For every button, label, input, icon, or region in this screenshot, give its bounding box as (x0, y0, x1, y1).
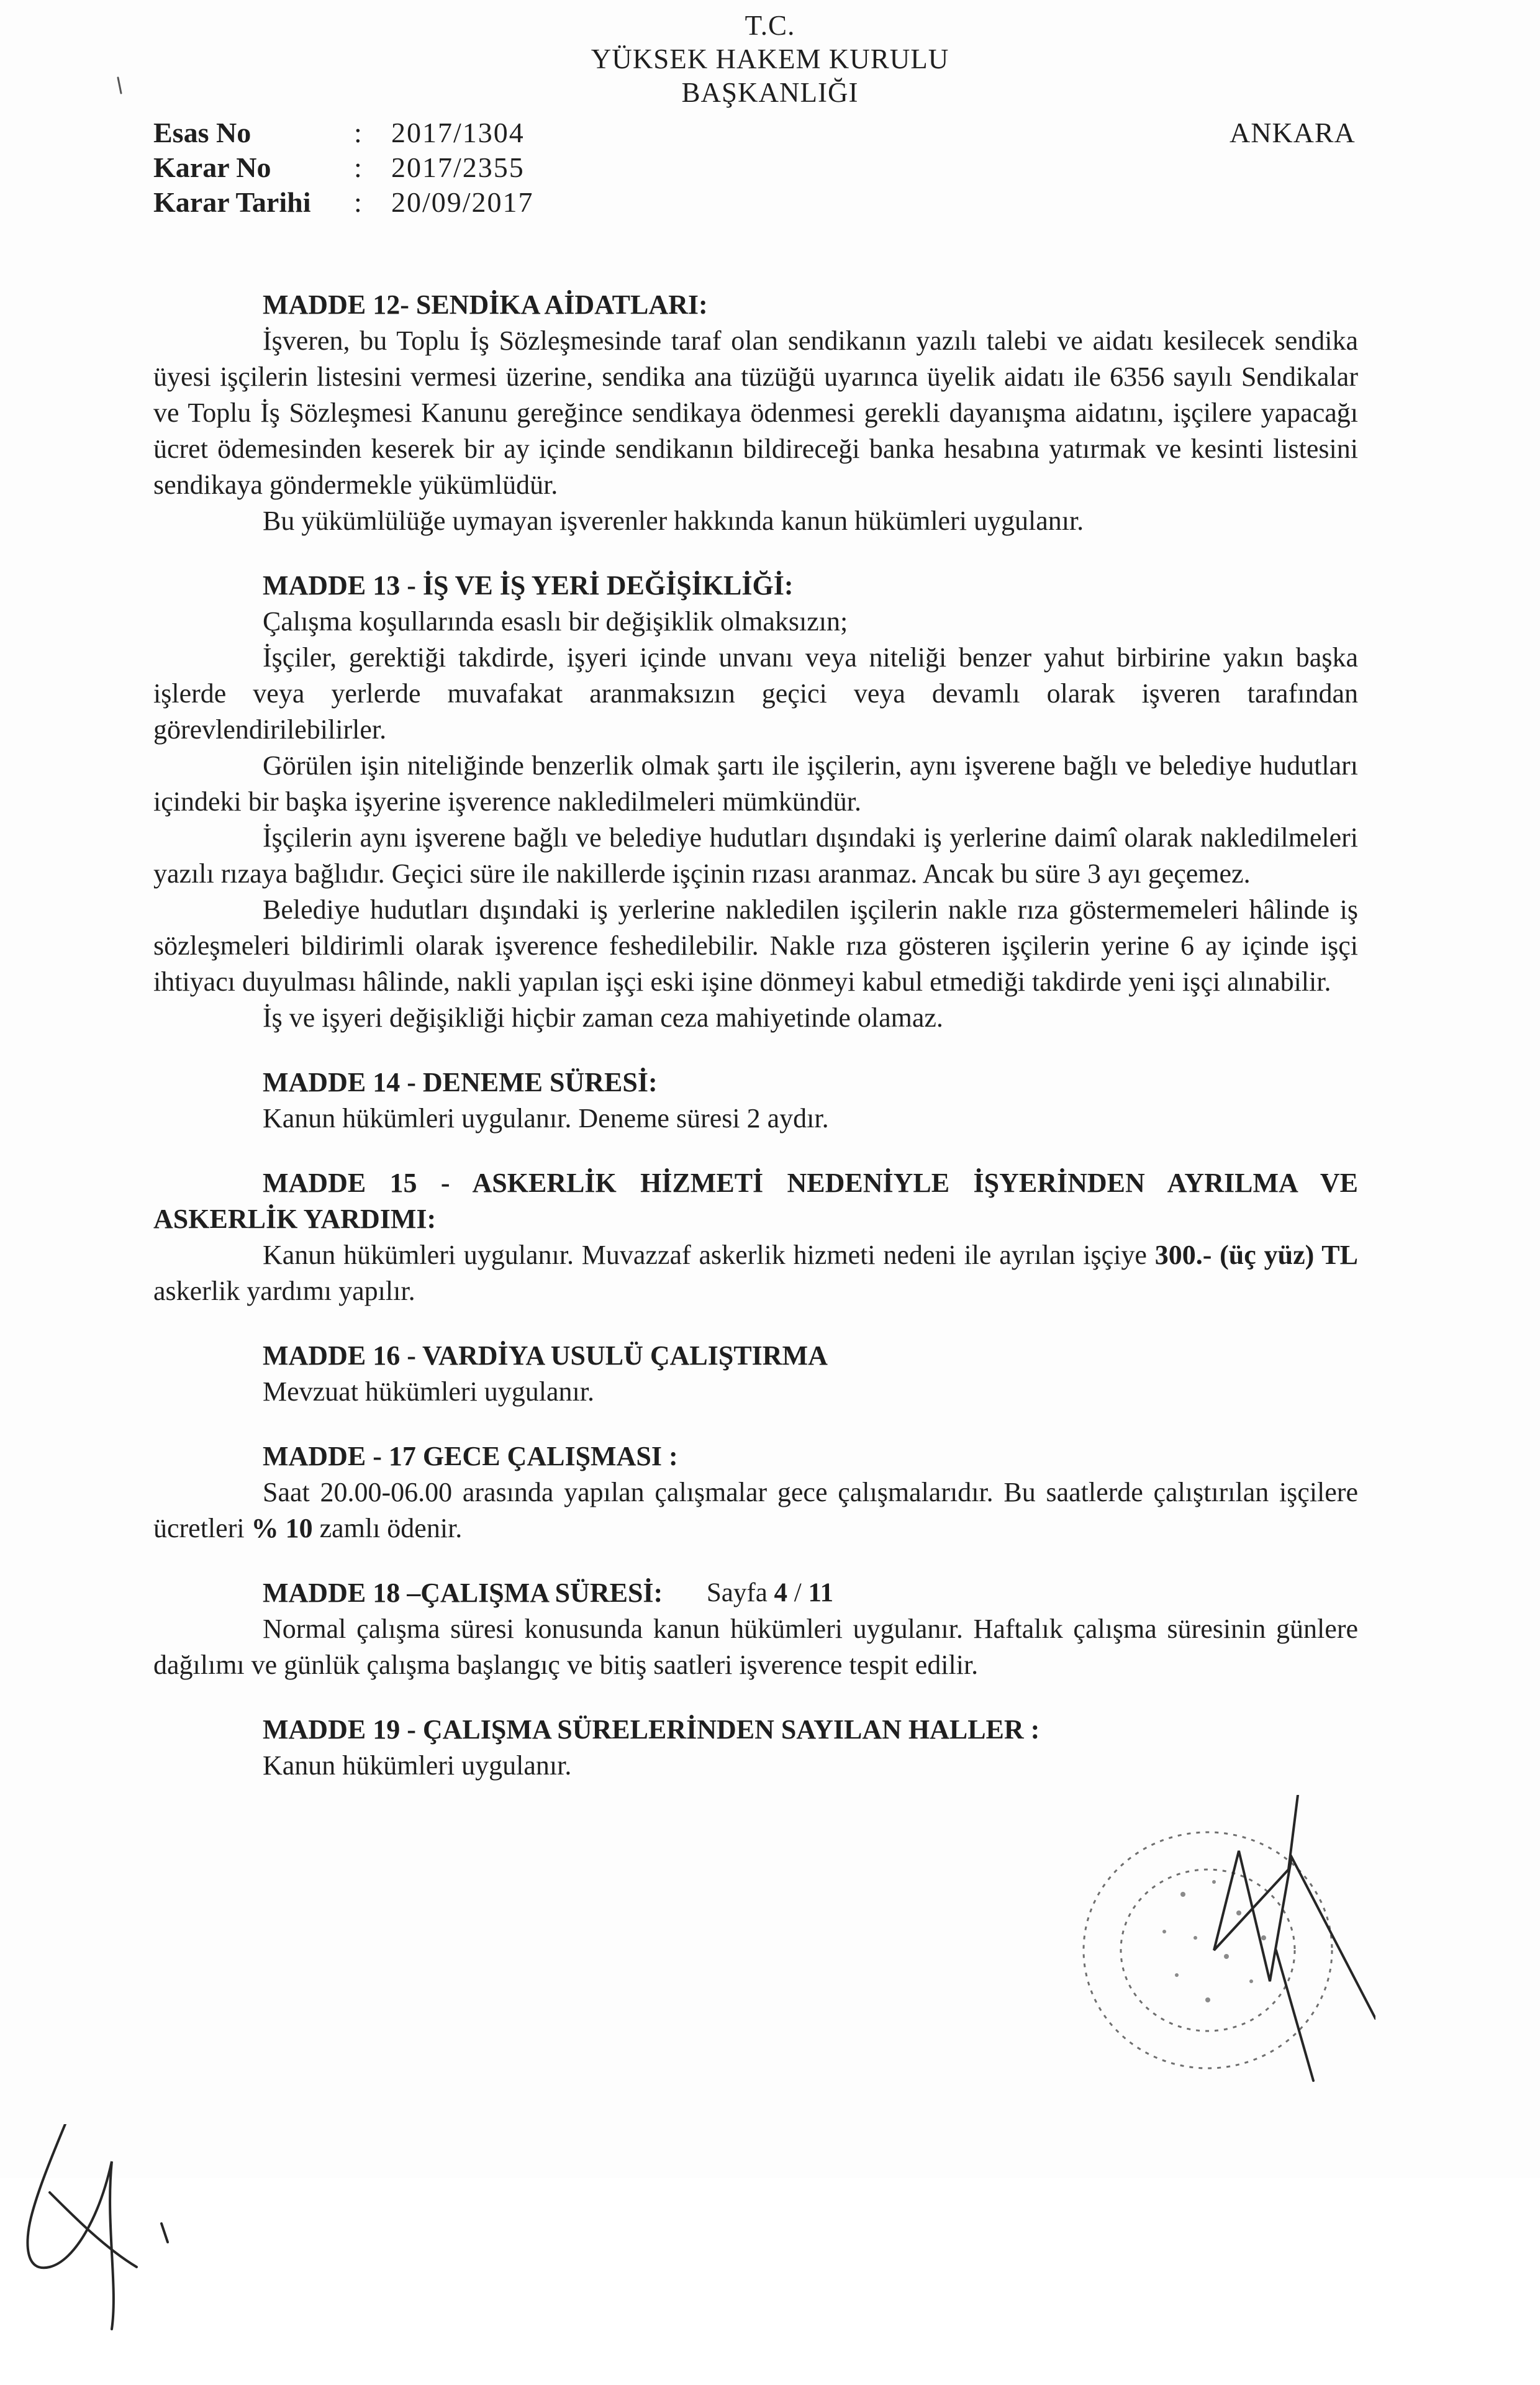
article-paragraph: İş ve işyeri değişikliği hiçbir zaman ceza mahiyetinde olamaz. (263, 1002, 943, 1033)
case-colon: : (354, 186, 362, 218)
paragraph-text: askerlik yardımı yapılır. (153, 1276, 415, 1306)
page-current: 4 (774, 1578, 788, 1607)
paragraph-text: Saat 20.00-06.00 arasında yapılan çalışmalar gece çalışmalarıdır. Bu saatlerde çalıştırılan işçilere ücretleri (153, 1477, 1358, 1543)
case-value: 2017/1304 (391, 117, 525, 148)
case-colon: : (354, 152, 362, 183)
page-separator: / (787, 1578, 808, 1607)
article-paragraph: İşçilerin aynı işverene bağlı ve belediye hudutları dışındaki iş yerlerine daimî olarak nakledilmeleri yazılı rızaya bağlıdır. Geçici süre ile nakillerde işçinin rızası aranmaz. Ancak bu süre 3 ayı geçemez. (153, 822, 1358, 889)
article-heading: MADDE 12- SENDİKA AİDATLARI: (263, 289, 708, 320)
page-total: 11 (808, 1578, 834, 1607)
header-institution-name: YÜKSEK HAKEM KURULU (591, 43, 949, 75)
article-paragraph: Görülen işin niteliğinde benzerlik olmak şartı ile işçilerin, aynı işverene bağlı ve belediye hudutları içindeki bir başka işyerine işverence nakledilmeleri mümkündür. (153, 750, 1358, 817)
margin-tick-icon (118, 78, 121, 93)
article-heading: MADDE 14 - DENEME SÜRESİ: (263, 1067, 658, 1097)
article-15 (153, 1165, 1358, 1309)
article-paragraph (153, 1474, 1358, 1547)
paragraph-text: Kanun hükümleri uygulanır. Muvazzaf askerlik hizmeti nedeni ile ayrılan işçiye (263, 1240, 1155, 1270)
article-paragraph (153, 1237, 1358, 1309)
initials-stroke-icon (27, 2124, 168, 2329)
article-17 (153, 1438, 1358, 1547)
article-13 (153, 568, 1358, 1036)
case-row-karar-tarihi (153, 185, 534, 220)
article-paragraph: Normal çalışma süresi konusunda kanun hükümleri uygulanır. Haftalık çalışma süresinin günlere dağılımı ve günlük çalışma başlangıç ve bitiş saatleri işverence tespit edilir. (153, 1614, 1358, 1680)
institution-header (0, 9, 1540, 109)
case-row-esas (153, 116, 534, 150)
article-heading: MADDE 16 - VARDİYA USULÜ ÇALIŞTIRMA (263, 1340, 828, 1371)
article-heading: MADDE 13 - İŞ VE İŞ YERİ DEĞİŞİKLİĞİ: (263, 570, 794, 601)
case-label: Karar No (153, 152, 271, 183)
article-paragraph: Çalışma koşullarında esaslı bir değişiklik olmaksızın; (263, 606, 848, 637)
article-12 (153, 287, 1358, 539)
official-stamp-signature (1053, 1795, 1375, 2087)
signature-stroke-icon (1214, 1795, 1375, 2081)
article-heading: MADDE 19 - ÇALIŞMA SÜRELERİNDEN SAYILAN HALLER : (263, 1714, 1040, 1745)
stamp-ring-icon (1084, 1832, 1332, 2068)
page-label: Sayfa (706, 1578, 774, 1607)
case-value: 20/09/2017 (391, 186, 534, 218)
header-presidency: BAŞKANLIĞI (681, 77, 859, 108)
article-heading: MADDE - 17 GECE ÇALIŞMASI : (263, 1441, 678, 1471)
article-paragraph: Belediye hudutları dışındaki iş yerlerine nakledilen işçilerin nakle rıza göstermemeleri hâlinde iş sözleşmeleri bildirimli olarak işverence feshedilebilir. Nakle rıza gösteren işçilerin yerine 6 ay içinde işçi ihtiyacı duyulması hâlinde, nakli yapılan işçi eski işine dönmeyi kabul etmediği takdirde yeni işçi alınabilir. (153, 894, 1358, 997)
article-paragraph: Bu yükümlülüğe uymayan işverenler hakkında kanun hükümleri uygulanır. (263, 506, 1084, 536)
case-info (153, 116, 534, 220)
case-colon: : (354, 117, 362, 148)
article-heading: MADDE 18 –ÇALIŞMA SÜRESİ: (263, 1578, 663, 1608)
case-label: Karar Tarihi (153, 186, 311, 218)
case-row-karar (153, 150, 534, 185)
initials-signature (12, 2124, 199, 2385)
article-14 (153, 1065, 1358, 1137)
military-aid-amount: 300.- (üç yüz) TL (1154, 1240, 1358, 1270)
margin-mark (112, 75, 130, 99)
article-paragraph: İşveren, bu Toplu İş Sözleşmesinde taraf olan sendikanın yazılı talebi ve aidatı kesilecek sendika üyesi işçilerin listesini vermesi üzerine, sendika ana tüzüğü uyarınca üyelik aidatı ile 6356 sayılı Sendikalar ve Toplu İş Sözleşmesi Kanunu gereğince sendikaya ödenmesi gerekli dayanışma aidatını, işçilere yapacağı ücret ödemesinden keserek bir ay içinde sendikanın bildireceği banka hesabına yatırmak ve kesinti listesini sendikaya göndermekle yükümlüdür. (153, 325, 1358, 500)
article-heading: MADDE 15 - ASKERLİK HİZMETİ NEDENİYLE İŞYERİNDEN AYRILMA VE ASKERLİK YARDIMI: (153, 1168, 1358, 1234)
article-paragraph: Kanun hükümleri uygulanır. (263, 1750, 572, 1781)
page-number (0, 1576, 1540, 1610)
article-19 (153, 1712, 1358, 1784)
city-label: ANKARA (1230, 117, 1356, 148)
night-work-rate: % 10 (251, 1513, 313, 1543)
case-value: 2017/2355 (391, 152, 525, 183)
article-paragraph: Mevzuat hükümleri uygulanır. (263, 1376, 594, 1407)
case-label: Esas No (153, 117, 251, 148)
article-paragraph: Kanun hükümleri uygulanır. Deneme süresi 2 aydır. (263, 1103, 829, 1133)
paragraph-text: zamlı ödenir. (312, 1513, 463, 1543)
header-tc: T.C. (745, 10, 795, 41)
article-16 (153, 1338, 1358, 1410)
article-paragraph: İşçiler, gerektiği takdirde, işyeri içinde unvanı veya niteliği benzer yahut birbirine yakın başka işlerde veya yerlerde muvafakat aranmaksızın geçici veya devamlı olarak işveren tarafından görevlendirilebilirler. (153, 642, 1358, 745)
